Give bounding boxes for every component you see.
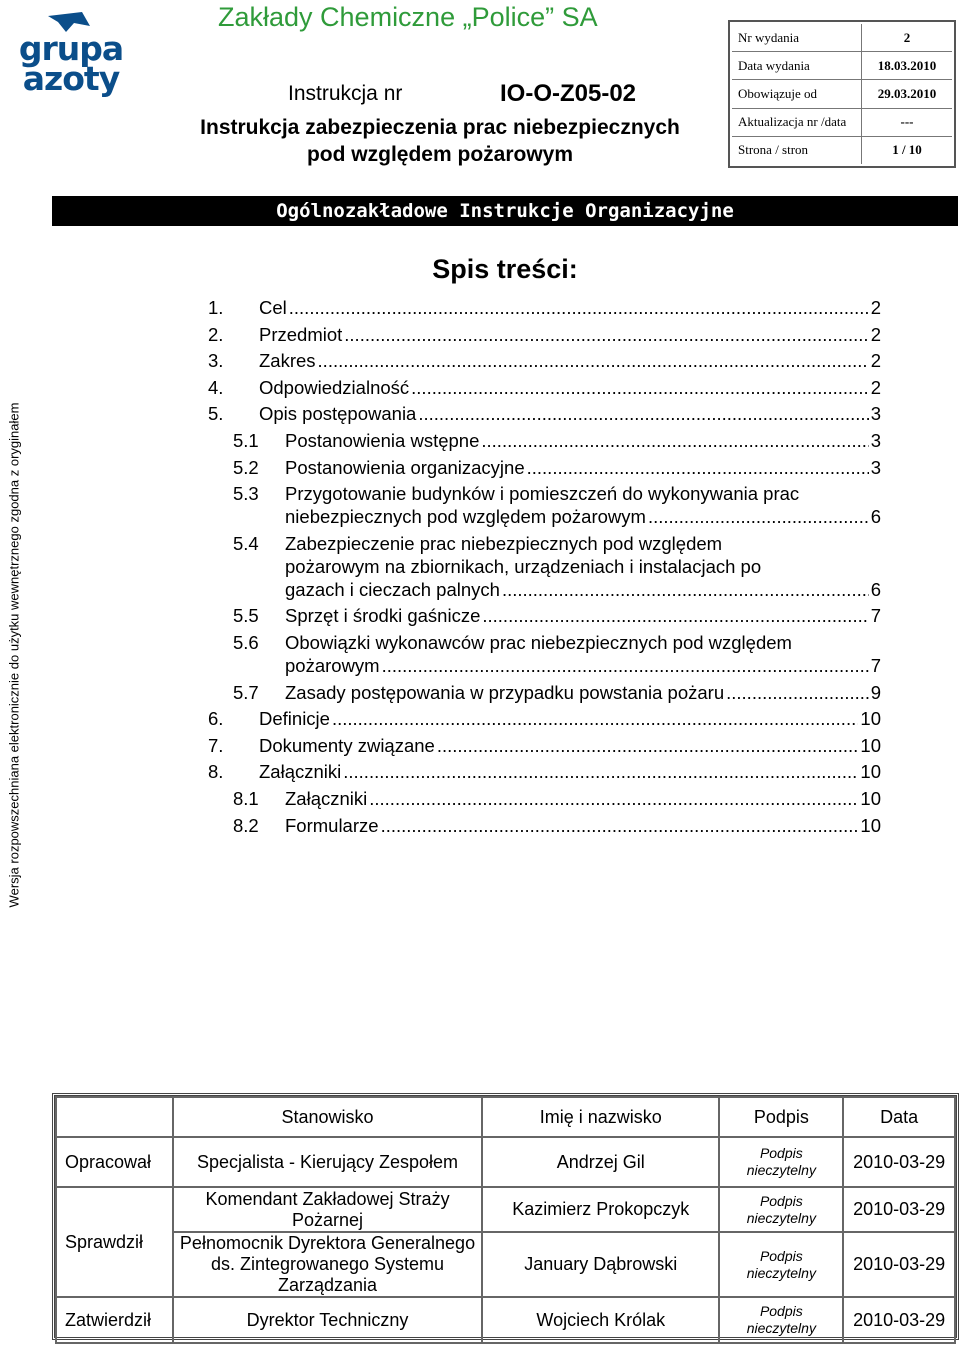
approval-name: January Dąbrowski <box>482 1232 719 1297</box>
toc-entry-page: 6 <box>870 578 881 600</box>
toc-entry[interactable] <box>208 707 881 730</box>
toc-entry-body <box>208 787 881 810</box>
toc-leader-dots <box>369 787 858 810</box>
document-title-line1: Instrukcja zabezpieczenia prac niebezpiecznych <box>200 116 680 139</box>
toc-entry-page: 9 <box>870 681 881 703</box>
approval-date: 2010-03-29 <box>843 1232 955 1297</box>
toc-entry-body <box>208 349 881 372</box>
toc-entry-body <box>208 631 881 677</box>
logo-text-grupa: grupa <box>18 29 124 68</box>
toc-entry-number: 5.5 <box>233 605 259 627</box>
toc-entry-body <box>208 482 881 528</box>
toc-leader-dots <box>481 429 868 452</box>
toc-entry-page: 10 <box>860 761 881 783</box>
info-value: 18.03.2010 <box>862 52 953 80</box>
instruction-label: Instrukcja nr <box>288 82 403 105</box>
toc-leader-dots <box>381 814 859 837</box>
approvals-header-empty <box>56 1097 173 1137</box>
toc-leader-dots <box>318 349 869 372</box>
toc-entry-number: 5.6 <box>233 631 259 653</box>
info-value: 29.03.2010 <box>862 80 953 108</box>
toc-entry[interactable] <box>208 323 881 346</box>
company-name: Zakłady Chemiczne „Police” SA <box>218 2 598 32</box>
side-note: Wersja rozpowszechniana elektronicznie do użytku wewnętrznego zgodna z oryginałem <box>6 402 22 908</box>
toc-entry[interactable] <box>208 787 881 810</box>
toc-entry-number: 8.1 <box>233 787 259 809</box>
approval-position: Dyrektor Techniczny <box>173 1297 482 1343</box>
approvals-row <box>56 1187 955 1232</box>
toc-entry-text: Przygotowanie budynków i pomieszczeń do wykonywania prac <box>285 483 800 505</box>
toc-entry-line <box>285 578 881 601</box>
toc-entry-line <box>285 532 881 555</box>
toc-entry-line <box>259 296 881 319</box>
toc-entry[interactable] <box>208 429 881 452</box>
toc-entry[interactable] <box>208 376 881 399</box>
toc-entry-number: 8.2 <box>233 814 259 836</box>
toc-entry-text: Zakres <box>259 350 316 372</box>
approvals-header-cell: Imię i nazwisko <box>482 1097 719 1137</box>
toc-entry-text: Przedmiot <box>259 323 343 345</box>
toc-entry-line <box>259 760 881 783</box>
toc-entry-body <box>208 604 881 627</box>
toc-leader-dots <box>382 654 869 677</box>
toc-entry-line <box>259 323 881 346</box>
toc-entry-number: 5.3 <box>233 483 259 505</box>
approval-signature: Podpis nieczytelny <box>719 1297 843 1343</box>
info-row <box>732 108 952 136</box>
toc-entry-number: 8. <box>208 761 224 783</box>
toc-entry-text: Postanowienia organizacyjne <box>285 456 525 478</box>
toc-entry-text: Odpowiedzialność <box>259 376 410 398</box>
toc-entry-number: 7. <box>208 734 224 756</box>
toc-leader-dots <box>411 376 869 399</box>
approval-signature: Podpis nieczytelny <box>719 1187 843 1232</box>
toc-leader-dots <box>418 402 868 425</box>
toc-entry-page: 10 <box>860 734 881 756</box>
toc-entry-page: 2 <box>870 297 881 318</box>
toc-entry[interactable] <box>208 814 881 837</box>
toc-leader-dots <box>527 456 869 479</box>
approval-date: 2010-03-29 <box>843 1137 955 1187</box>
toc-entry-number: 5.4 <box>233 532 259 554</box>
info-value: --- <box>862 108 953 136</box>
toc-entry[interactable] <box>208 734 881 757</box>
approvals-header-cell: Podpis <box>719 1097 843 1137</box>
approval-position: Pełnomocnik Dyrektora Generalnego ds. Zintegrowanego Systemu Zarządzania <box>173 1232 482 1297</box>
toc-entry-number: 3. <box>208 350 224 372</box>
approval-signature: Podpis nieczytelny <box>719 1137 843 1187</box>
toc-leader-dots <box>502 578 869 601</box>
approvals-row <box>56 1232 955 1297</box>
toc-leader-dots <box>482 604 868 627</box>
toc-entry-text: Załączniki <box>285 787 368 809</box>
document-info-box <box>728 20 956 168</box>
toc-entry-line <box>285 604 881 627</box>
toc-entry-line <box>259 707 881 730</box>
toc-entry-page: 3 <box>870 429 881 451</box>
toc-entry-line <box>285 654 881 677</box>
toc-entry-text: Zasady postępowania w przypadku powstania pożaru <box>285 681 725 703</box>
info-label: Strona / stron <box>738 142 809 158</box>
toc-entry-text: niebezpiecznych pod względem pożarowym <box>285 506 646 528</box>
toc-entry-text: Zabezpieczenie prac niebezpiecznych pod względem <box>285 532 723 554</box>
info-value: 2 <box>862 24 953 52</box>
toc-entry-line <box>259 734 881 757</box>
approvals-row <box>56 1137 955 1187</box>
toc-entry-text: Opis postępowania <box>259 403 417 425</box>
instruction-code: IO-O-Z05-02 <box>500 80 637 107</box>
approvals-table <box>52 1093 959 1340</box>
toc-entry-text: gazach i cieczach palnych <box>285 578 500 600</box>
approval-role: Sprawdził <box>56 1187 173 1297</box>
toc-leader-dots <box>344 323 868 346</box>
approval-date: 2010-03-29 <box>843 1187 955 1232</box>
toc-entry-body <box>208 429 881 452</box>
toc-entry-line <box>285 631 881 654</box>
toc-entry-page: 3 <box>870 456 881 478</box>
toc-entry-line <box>285 482 881 505</box>
info-row <box>732 52 952 80</box>
toc-leader-dots <box>332 707 858 730</box>
toc-leader-dots <box>726 681 869 704</box>
toc-entry-text: Postanowienia wstępne <box>285 429 480 451</box>
toc-entry-line <box>285 787 881 810</box>
toc-entry-number: 4. <box>208 376 224 398</box>
toc-entry-number: 5.1 <box>233 429 259 451</box>
toc-entry-body <box>208 376 881 399</box>
toc-entry-page: 7 <box>870 605 881 627</box>
toc-entry-page: 10 <box>860 787 881 809</box>
toc-entry-body <box>208 323 881 346</box>
toc-entry-text: Załączniki <box>259 761 342 783</box>
toc-entry-page: 2 <box>870 350 881 372</box>
toc-entry-page: 3 <box>870 403 881 425</box>
toc-leader-dots <box>437 734 859 757</box>
approval-name: Kazimierz Prokopczyk <box>482 1187 719 1232</box>
toc-entry-page: 2 <box>870 323 881 345</box>
approval-date: 2010-03-29 <box>843 1297 955 1343</box>
toc-entry-body <box>208 456 881 479</box>
section-banner: Ogólnozakładowe Instrukcje Organizacyjne <box>52 196 958 226</box>
toc-entry-text: Dokumenty związane <box>259 734 435 756</box>
info-row <box>732 80 952 108</box>
toc-entry-page: 10 <box>860 814 881 836</box>
toc-entry-line <box>285 456 881 479</box>
toc-leader-dots <box>289 296 869 319</box>
approval-role: Opracował <box>56 1137 173 1187</box>
toc-entry-number: 5.2 <box>233 456 259 478</box>
toc-entry-body <box>208 402 881 425</box>
toc-entry-line <box>285 814 881 837</box>
toc-entry-number: 6. <box>208 708 224 730</box>
toc-entry-body <box>208 760 881 783</box>
toc-entry-text: pożarowym na zbiornikach, urządzeniach i instalacjach po <box>285 555 762 577</box>
logo-text-azoty: azoty <box>22 59 120 98</box>
approvals-header-cell: Data <box>843 1097 955 1137</box>
toc-entry-body <box>208 707 881 730</box>
table-of-contents <box>208 296 881 840</box>
info-label: Obowiązuje od <box>732 80 862 108</box>
toc-entry[interactable] <box>208 296 881 319</box>
toc-entry-number: 5. <box>208 403 224 425</box>
info-row <box>732 24 952 52</box>
approvals-header-cell: Stanowisko <box>173 1097 482 1137</box>
toc-entry-text: Definicje <box>259 708 330 730</box>
toc-title: Spis treści: <box>432 254 578 284</box>
toc-entry-body <box>208 296 881 319</box>
toc-entry-text: Cel <box>259 297 287 318</box>
toc-entry[interactable] <box>208 532 881 601</box>
toc-entry-line <box>285 555 881 578</box>
toc-entry-line <box>259 402 881 425</box>
toc-entry-number: 2. <box>208 323 224 345</box>
toc-entry-body <box>208 681 881 704</box>
info-label: Data wydania <box>732 52 862 80</box>
info-label: Nr wydania <box>732 24 862 52</box>
toc-entry[interactable] <box>208 604 881 627</box>
company-logo <box>8 12 134 96</box>
toc-entry[interactable] <box>208 681 881 704</box>
approval-role: Zatwierdził <box>56 1297 173 1343</box>
approval-signature: Podpis nieczytelny <box>719 1232 843 1297</box>
toc-entry[interactable] <box>208 456 881 479</box>
toc-entry-line <box>285 681 881 704</box>
toc-entry-page: 2 <box>870 376 881 398</box>
toc-entry-page: 10 <box>860 708 881 730</box>
approvals-header-row <box>56 1097 955 1137</box>
info-value: 1 / 10 <box>862 136 953 164</box>
toc-leader-dots <box>343 760 858 783</box>
toc-entry-text: pożarowym <box>285 654 380 676</box>
document-title <box>180 114 700 168</box>
info-row <box>732 136 952 164</box>
toc-entry-body <box>208 532 881 601</box>
toc-entry-text: Sprzęt i środki gaśnicze <box>285 605 481 627</box>
toc-entry-body <box>208 814 881 837</box>
toc-entry-number: 1. <box>208 297 224 318</box>
approval-position: Specjalista - Kierujący Zespołem <box>173 1137 482 1187</box>
info-label: Aktualizacja nr /data <box>732 108 862 136</box>
toc-entry-text: Formularze <box>285 814 379 836</box>
toc-entry-line <box>285 429 881 452</box>
toc-entry[interactable] <box>208 349 881 372</box>
document-title-line2: pod względem pożarowym <box>306 143 574 166</box>
toc-entry-line <box>259 349 881 372</box>
toc-entry[interactable] <box>208 482 881 528</box>
toc-entry-page: 7 <box>870 654 881 676</box>
toc-entry-page: 6 <box>870 506 881 528</box>
approval-position: Komendant Zakładowej Straży Pożarnej <box>173 1187 482 1232</box>
approval-name: Andrzej Gil <box>482 1137 719 1187</box>
toc-entry[interactable] <box>208 760 881 783</box>
toc-entry-number: 5.7 <box>233 681 259 703</box>
toc-leader-dots <box>648 505 869 528</box>
toc-entry[interactable] <box>208 402 881 425</box>
approvals-grid <box>55 1096 956 1344</box>
document-info-table <box>732 24 952 164</box>
approval-name: Wojciech Królak <box>482 1297 719 1343</box>
toc-entry-line <box>259 376 881 399</box>
toc-entry-body <box>208 734 881 757</box>
toc-entry-line <box>285 505 881 528</box>
approvals-row <box>56 1297 955 1343</box>
toc-entry[interactable] <box>208 631 881 677</box>
toc-entry-text: Obowiązki wykonawców prac niebezpiecznych pod względem <box>285 631 792 653</box>
